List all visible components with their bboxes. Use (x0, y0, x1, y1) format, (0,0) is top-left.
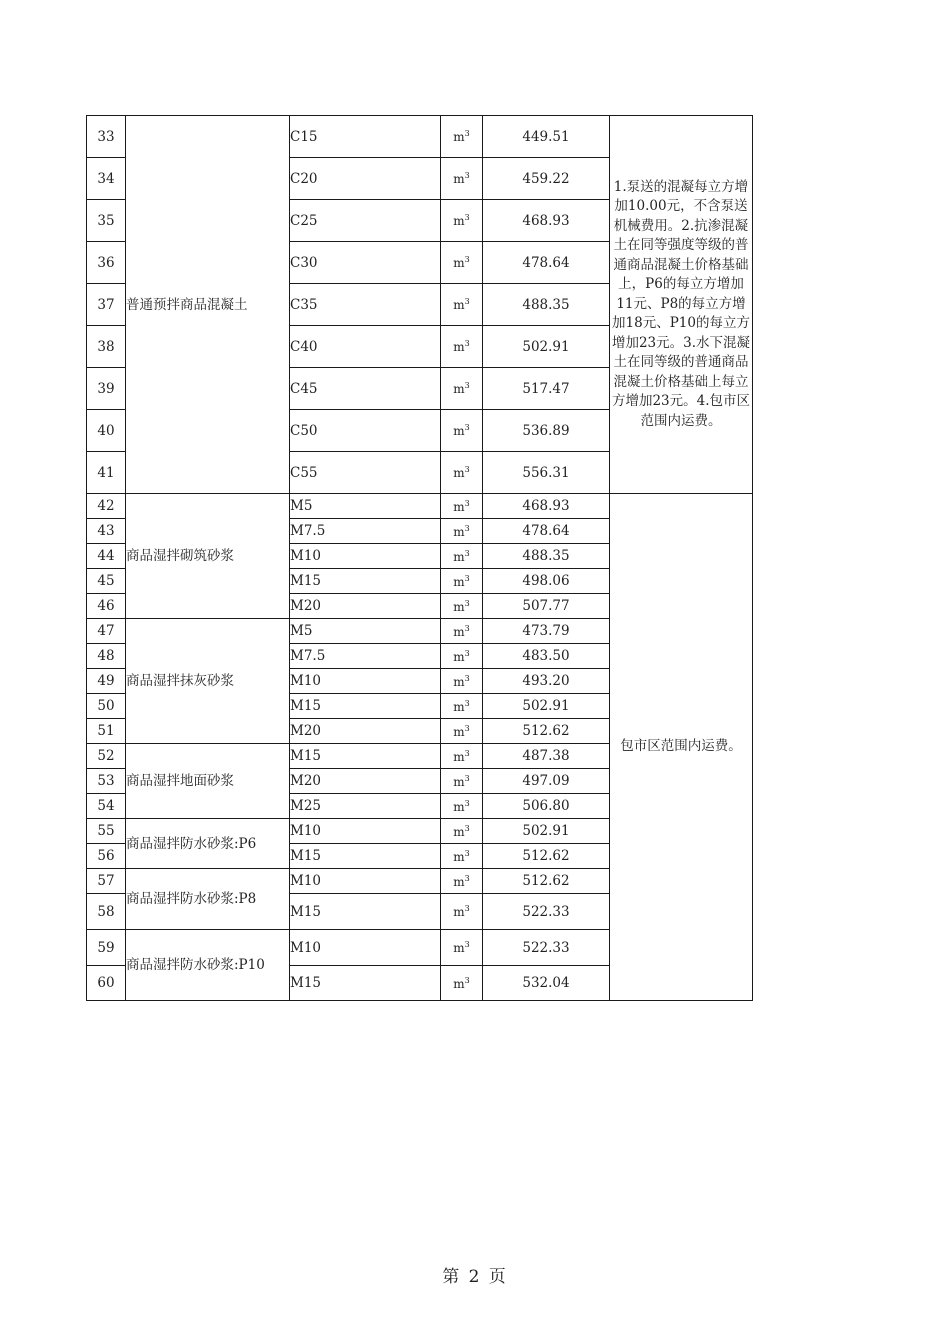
unit-exponent: 3 (464, 748, 470, 758)
unit-exponent: 3 (464, 773, 470, 783)
spec-grade: M15 (290, 694, 441, 719)
unit-price: 512.62 (483, 719, 610, 744)
unit-price: 498.06 (483, 569, 610, 594)
unit-cubic-meter (441, 669, 483, 694)
spec-grade: M15 (290, 844, 441, 869)
unit-cubic-meter (441, 769, 483, 794)
unit-exponent: 3 (464, 171, 470, 180)
price-table-body (87, 116, 753, 1001)
row-number: 55 (87, 819, 126, 844)
unit-cubic-meter (441, 844, 483, 869)
spec-grade: C20 (290, 158, 441, 200)
unit-base: m (453, 340, 465, 354)
spec-grade: C50 (290, 410, 441, 452)
row-number: 38 (87, 326, 126, 368)
unit-base: m (453, 466, 465, 480)
unit-exponent: 3 (464, 498, 470, 508)
unit-cubic-meter (441, 644, 483, 669)
row-number: 47 (87, 619, 126, 644)
unit-price: 507.77 (483, 594, 610, 619)
unit-cubic-meter (441, 519, 483, 544)
unit-base: m (453, 624, 465, 639)
unit-exponent: 3 (464, 873, 470, 883)
row-number: 43 (87, 519, 126, 544)
spec-grade: M15 (290, 894, 441, 930)
unit-cubic-meter (441, 569, 483, 594)
price-table (86, 115, 753, 1001)
unit-price: 468.93 (483, 200, 610, 242)
spec-grade: M7.5 (290, 644, 441, 669)
row-number: 59 (87, 930, 126, 966)
spec-grade: M15 (290, 744, 441, 769)
unit-price: 487.38 (483, 744, 610, 769)
unit-price: 473.79 (483, 619, 610, 644)
unit-cubic-meter (441, 869, 483, 894)
row-number: 39 (87, 368, 126, 410)
unit-exponent: 3 (464, 255, 470, 264)
row-number: 51 (87, 719, 126, 744)
unit-exponent: 3 (464, 823, 470, 833)
unit-exponent: 3 (464, 940, 470, 949)
spec-grade: C40 (290, 326, 441, 368)
table-row (87, 494, 753, 519)
spec-grade: M20 (290, 594, 441, 619)
unit-base: m (453, 874, 465, 889)
unit-exponent: 3 (464, 573, 470, 583)
unit-base: m (453, 649, 465, 664)
unit-price: 488.35 (483, 284, 610, 326)
unit-exponent: 3 (464, 623, 470, 633)
row-number: 49 (87, 669, 126, 694)
row-number: 50 (87, 694, 126, 719)
unit-price: 468.93 (483, 494, 610, 519)
unit-base: m (453, 799, 465, 814)
unit-price: 522.33 (483, 930, 610, 966)
unit-base: m (453, 549, 465, 564)
unit-base: m (453, 256, 465, 270)
spec-grade: M15 (290, 966, 441, 1001)
unit-cubic-meter (441, 930, 483, 966)
spec-grade: C55 (290, 452, 441, 494)
unit-base: m (453, 499, 465, 514)
unit-base: m (453, 382, 465, 396)
unit-price: 502.91 (483, 326, 610, 368)
unit-cubic-meter (441, 719, 483, 744)
unit-cubic-meter (441, 116, 483, 158)
row-number: 45 (87, 569, 126, 594)
material-name: 商品湿拌地面砂浆 (126, 744, 290, 819)
unit-cubic-meter (441, 966, 483, 1001)
unit-price: 459.22 (483, 158, 610, 200)
row-number: 44 (87, 544, 126, 569)
unit-exponent: 3 (464, 798, 470, 808)
row-number: 46 (87, 594, 126, 619)
unit-cubic-meter (441, 494, 483, 519)
unit-price: 532.04 (483, 966, 610, 1001)
unit-base: m (453, 424, 465, 438)
unit-exponent: 3 (464, 465, 470, 474)
unit-base: m (453, 749, 465, 764)
spec-grade: M7.5 (290, 519, 441, 544)
unit-price: 483.50 (483, 644, 610, 669)
unit-base: m (453, 524, 465, 539)
unit-price: 478.64 (483, 519, 610, 544)
unit-cubic-meter (441, 326, 483, 368)
unit-base: m (453, 699, 465, 714)
row-number: 60 (87, 966, 126, 1001)
unit-cubic-meter (441, 744, 483, 769)
unit-cubic-meter (441, 284, 483, 326)
unit-base: m (453, 674, 465, 689)
row-number: 36 (87, 242, 126, 284)
unit-cubic-meter (441, 594, 483, 619)
unit-exponent: 3 (464, 975, 470, 985)
unit-base: m (453, 824, 465, 839)
row-number: 53 (87, 769, 126, 794)
unit-base: m (453, 905, 465, 919)
spec-grade: M10 (290, 869, 441, 894)
row-number: 33 (87, 116, 126, 158)
material-name: 商品湿拌防水砂浆:P6 (126, 819, 290, 869)
unit-exponent: 3 (464, 213, 470, 222)
row-number: 40 (87, 410, 126, 452)
unit-cubic-meter (441, 452, 483, 494)
material-name: 商品湿拌防水砂浆:P8 (126, 869, 290, 930)
spec-grade: C25 (290, 200, 441, 242)
spec-grade: C30 (290, 242, 441, 284)
concrete-notes: 1.泵送的混凝每立方增加10.00元，不含泵送机械费用。2.抗渗混凝土在同等强度等级的普通商品混凝土价格基础上，P6的每立方增加11元、P8的每立方增加18元、P10的每立方增加23元。3.水下混凝土在同等级的普通商品混凝土价格基础上每立方增加23元。4.包市区范围内运费。 (610, 116, 753, 494)
unit-base: m (453, 599, 465, 614)
row-number: 42 (87, 494, 126, 519)
unit-exponent: 3 (464, 297, 470, 306)
row-number: 54 (87, 794, 126, 819)
unit-cubic-meter (441, 242, 483, 284)
spec-grade: M15 (290, 569, 441, 594)
material-name: 商品湿拌防水砂浆:P10 (126, 930, 290, 1001)
unit-price: 536.89 (483, 410, 610, 452)
unit-cubic-meter (441, 619, 483, 644)
row-number: 41 (87, 452, 126, 494)
unit-price: 517.47 (483, 368, 610, 410)
row-number: 57 (87, 869, 126, 894)
spec-grade: M10 (290, 669, 441, 694)
unit-base: m (453, 724, 465, 739)
unit-cubic-meter (441, 368, 483, 410)
unit-price: 478.64 (483, 242, 610, 284)
spec-grade: M20 (290, 769, 441, 794)
spec-grade: M10 (290, 544, 441, 569)
unit-exponent: 3 (464, 848, 470, 858)
unit-exponent: 3 (464, 523, 470, 533)
spec-grade: M20 (290, 719, 441, 744)
unit-exponent: 3 (464, 423, 470, 432)
row-number: 37 (87, 284, 126, 326)
spec-grade: M5 (290, 494, 441, 519)
unit-base: m (453, 774, 465, 789)
unit-exponent: 3 (464, 129, 470, 138)
material-name: 商品湿拌抹灰砂浆 (126, 619, 290, 744)
unit-base: m (453, 574, 465, 589)
unit-price: 522.33 (483, 894, 610, 930)
unit-cubic-meter (441, 819, 483, 844)
unit-exponent: 3 (464, 673, 470, 683)
unit-exponent: 3 (464, 723, 470, 733)
unit-base: m (453, 298, 465, 312)
unit-base: m (453, 849, 465, 864)
unit-cubic-meter (441, 894, 483, 930)
row-number: 58 (87, 894, 126, 930)
unit-price: 556.31 (483, 452, 610, 494)
unit-cubic-meter (441, 200, 483, 242)
mortar-notes: 包市区范围内运费。 (610, 494, 753, 1001)
unit-price: 502.91 (483, 694, 610, 719)
unit-cubic-meter (441, 694, 483, 719)
unit-price: 512.62 (483, 844, 610, 869)
unit-cubic-meter (441, 794, 483, 819)
unit-price: 497.09 (483, 769, 610, 794)
unit-cubic-meter (441, 544, 483, 569)
spec-grade: M10 (290, 819, 441, 844)
unit-price: 488.35 (483, 544, 610, 569)
unit-base: m (453, 214, 465, 228)
unit-cubic-meter (441, 158, 483, 200)
unit-price: 506.80 (483, 794, 610, 819)
unit-exponent: 3 (464, 339, 470, 348)
unit-base: m (453, 976, 465, 991)
unit-price: 449.51 (483, 116, 610, 158)
page-number: 第 2 页 (442, 1267, 508, 1287)
unit-price: 493.20 (483, 669, 610, 694)
unit-price: 502.91 (483, 819, 610, 844)
row-number: 34 (87, 158, 126, 200)
spec-grade: M5 (290, 619, 441, 644)
spec-grade: C45 (290, 368, 441, 410)
unit-exponent: 3 (464, 904, 470, 913)
table-row (87, 116, 753, 158)
row-number: 48 (87, 644, 126, 669)
row-number: 52 (87, 744, 126, 769)
spec-grade: C15 (290, 116, 441, 158)
spec-grade: C35 (290, 284, 441, 326)
material-name: 普通预拌商品混凝土 (126, 116, 290, 494)
row-number: 35 (87, 200, 126, 242)
unit-exponent: 3 (464, 598, 470, 608)
spec-grade: M10 (290, 930, 441, 966)
unit-price: 512.62 (483, 869, 610, 894)
unit-cubic-meter (441, 410, 483, 452)
row-number: 56 (87, 844, 126, 869)
unit-base: m (453, 172, 465, 186)
unit-base: m (453, 130, 465, 144)
unit-exponent: 3 (464, 381, 470, 390)
unit-exponent: 3 (464, 548, 470, 558)
unit-base: m (453, 941, 465, 955)
material-name: 商品湿拌砌筑砂浆 (126, 494, 290, 619)
unit-exponent: 3 (464, 648, 470, 658)
spec-grade: M25 (290, 794, 441, 819)
unit-exponent: 3 (464, 698, 470, 708)
